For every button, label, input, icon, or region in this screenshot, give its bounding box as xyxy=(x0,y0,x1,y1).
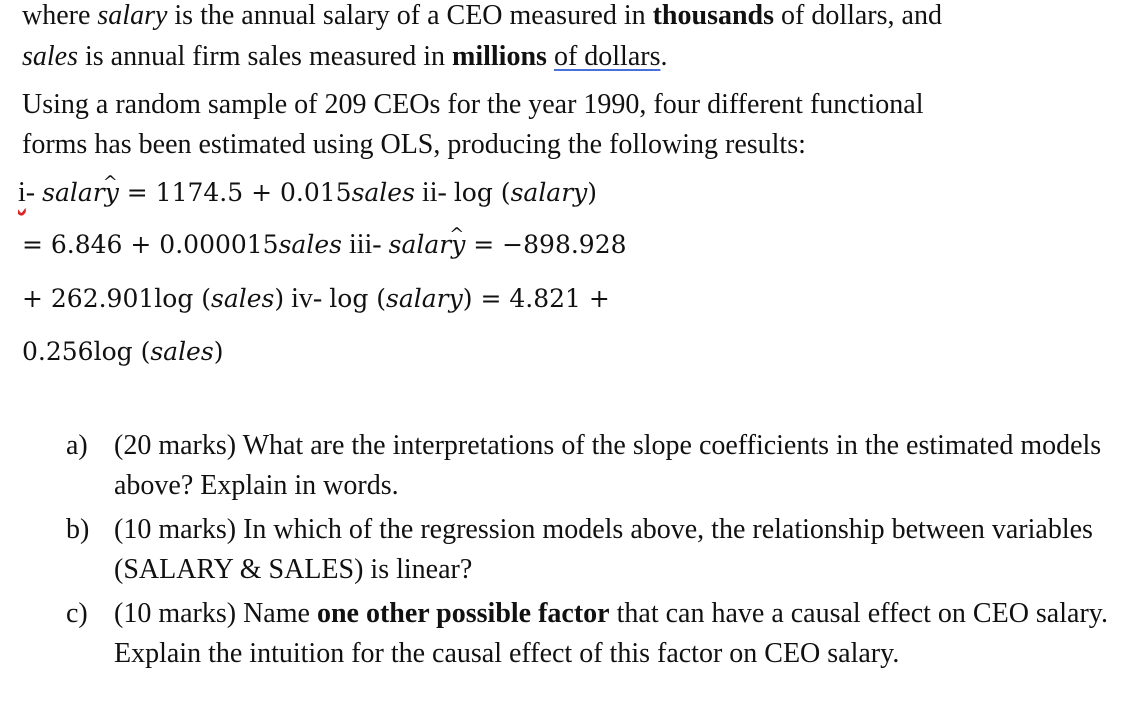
equation-line-1 xyxy=(18,174,597,212)
math-text: = 6.846 + 0.000015 xyxy=(22,230,279,259)
math-text: ) xyxy=(587,178,598,207)
question-a xyxy=(66,426,1116,506)
emphasis-millions: millions xyxy=(452,41,547,72)
math-salary-hat: salary ^ xyxy=(42,174,119,212)
emphasis-thousands: thousands xyxy=(652,0,774,31)
text-span: (10 marks) Name xyxy=(114,598,317,629)
text-span: iii- xyxy=(341,229,389,260)
math-sales: sales xyxy=(278,230,342,259)
math-text: log ( xyxy=(453,178,511,207)
paragraph-line-2: forms has been estimated using OLS, producing the following results: xyxy=(22,129,806,160)
math-sales: sales xyxy=(150,337,214,366)
math-sales: sales xyxy=(211,284,275,313)
math-text: = −898.928 xyxy=(465,230,627,259)
math-text: ) = 4.821 + xyxy=(462,284,610,313)
question-text xyxy=(114,594,1116,674)
intro-line-1 xyxy=(22,0,942,35)
math-salary: salary xyxy=(386,284,463,313)
spellcheck-marked-text: i xyxy=(18,177,26,208)
text-span: of dollars, and xyxy=(774,0,942,31)
math-salary: salary xyxy=(510,178,588,207)
question-c xyxy=(66,594,1116,674)
question-label: a) xyxy=(66,430,88,461)
question-b xyxy=(66,510,1116,590)
text-span: where xyxy=(22,0,98,31)
question-label: c) xyxy=(66,598,88,629)
text-span: ii- xyxy=(414,177,454,208)
text-span xyxy=(547,41,554,72)
question-text: (20 marks) What are the interpretations of the slope coefficients in the estimated models above? Explain in words. xyxy=(114,430,1102,501)
math-text: ) xyxy=(213,337,224,366)
equation-line-4 xyxy=(22,333,223,371)
math-text: 0.256log ( xyxy=(22,337,151,366)
question-text: (10 marks) In which of the regression models above, the relationship between variables (SALARY & SALES) is linear? xyxy=(114,514,1093,585)
emphasis-factor: one other possible factor xyxy=(316,598,610,629)
text-span: iv- xyxy=(284,283,330,314)
math-sales: sales xyxy=(351,178,415,207)
variable-sales: sales xyxy=(22,41,78,72)
question-label: b) xyxy=(66,514,90,545)
equation-line-3 xyxy=(22,280,610,318)
paragraph-line-1: Using a random sample of 209 CEOs for the year 1990, four different functional xyxy=(22,89,924,120)
math-salary-hat: salary ^ xyxy=(389,226,466,264)
variable-salary: salary xyxy=(97,0,168,31)
text-span: . xyxy=(660,41,668,72)
text-span: that can have a causal effect on CEO salary. Explain the intuition for the causal effect of this factor on CEO salary. xyxy=(114,598,1108,669)
math-text: log ( xyxy=(329,284,387,313)
math-text: ) xyxy=(274,284,285,313)
text-span: - xyxy=(25,177,43,208)
equation-line-2 xyxy=(22,226,627,264)
underlined-of-dollars: of dollars xyxy=(553,41,661,72)
math-text: = 1174.5 + 0.015 xyxy=(118,178,352,207)
intro-line-2 xyxy=(22,38,667,76)
text-span: is annual firm sales measured in xyxy=(78,41,453,72)
text-span: is the annual salary of a CEO measured in xyxy=(167,0,653,31)
math-text: + 262.901log ( xyxy=(22,284,212,313)
